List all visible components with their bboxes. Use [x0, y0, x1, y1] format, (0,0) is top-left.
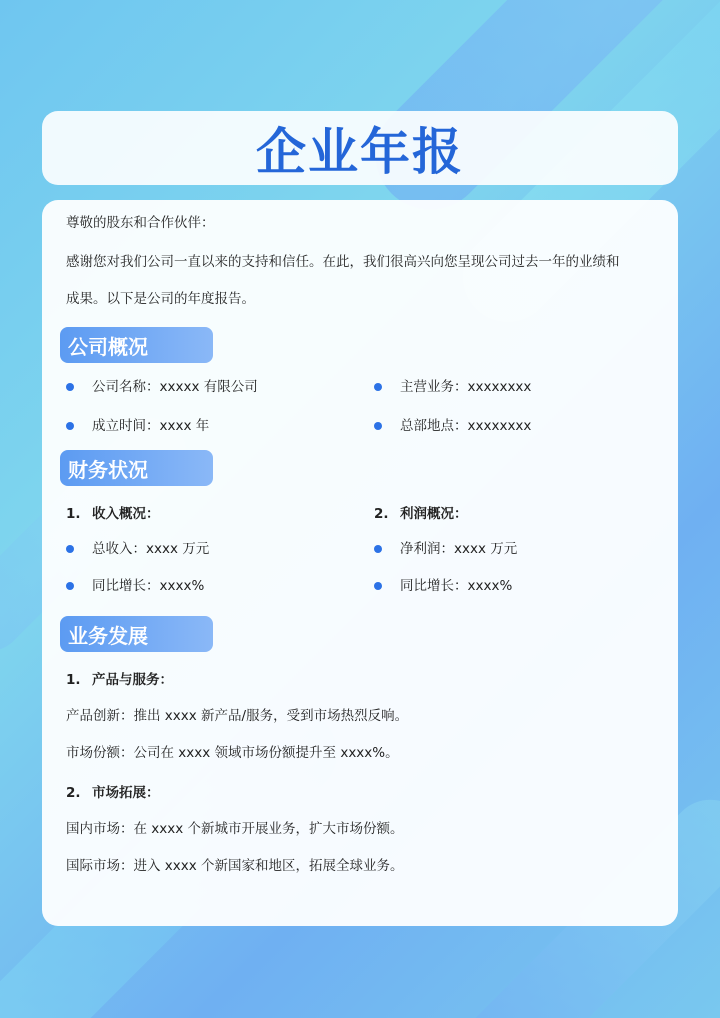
list-item [66, 540, 209, 558]
list-item [66, 577, 204, 595]
list-item [374, 577, 512, 595]
list-item [374, 417, 531, 435]
section-heading-overview: 公司概况 [60, 327, 213, 363]
bullet-icon [374, 582, 382, 590]
international-market: 国际市场：进入 xxxx 个新国家和地区，拓展全球业务。 [66, 858, 404, 874]
bullet-icon [66, 422, 74, 430]
company-name: 公司名称：xxxxx 有限公司 [92, 379, 258, 395]
bullet-icon [66, 383, 74, 391]
list-item [374, 378, 531, 396]
list-item [66, 417, 209, 435]
profit-heading: 2. 利润概况： [374, 506, 468, 522]
title-card [42, 111, 678, 185]
main-business: 主营业务：xxxxxxxx [400, 379, 532, 395]
bullet-icon [374, 422, 382, 430]
list-item [66, 378, 258, 396]
products-heading: 1. 产品与服务： [66, 672, 173, 688]
product-innovation: 产品创新：推出 xxxx 新产品/服务，受到市场热烈反响。 [66, 708, 409, 724]
market-share: 市场份额：公司在 xxxx 领域市场份额提升至 xxxx%。 [66, 745, 399, 761]
market-heading: 2. 市场拓展： [66, 785, 160, 801]
page-title: 企业年报 [256, 123, 464, 181]
intro-line-1: 感谢您对我们公司一直以来的支持和信任。在此，我们很高兴向您呈现公司过去一年的业绩和 [66, 254, 620, 270]
bullet-icon [374, 383, 382, 391]
greeting: 尊敬的股东和合作伙伴： [66, 215, 215, 231]
domestic-market: 国内市场：在 xxxx 个新城市开展业务，扩大市场份额。 [66, 821, 404, 837]
bullet-icon [66, 545, 74, 553]
section-heading-business: 业务发展 [60, 616, 213, 652]
list-item [374, 540, 517, 558]
net-profit: 净利润：xxxx 万元 [400, 541, 518, 557]
bullet-icon [374, 545, 382, 553]
bullet-icon [66, 582, 74, 590]
section-heading-finance: 财务状况 [60, 450, 213, 486]
founded: 成立时间：xxxx 年 [92, 418, 210, 434]
intro-line-2: 成果。以下是公司的年度报告。 [66, 291, 255, 307]
profit-growth: 同比增长：xxxx% [400, 578, 513, 594]
headquarters: 总部地点：xxxxxxxx [400, 418, 532, 434]
revenue-heading: 1. 收入概况： [66, 506, 160, 522]
revenue-growth: 同比增长：xxxx% [92, 578, 205, 594]
total-revenue: 总收入：xxxx 万元 [92, 541, 210, 557]
content-card [42, 200, 678, 926]
